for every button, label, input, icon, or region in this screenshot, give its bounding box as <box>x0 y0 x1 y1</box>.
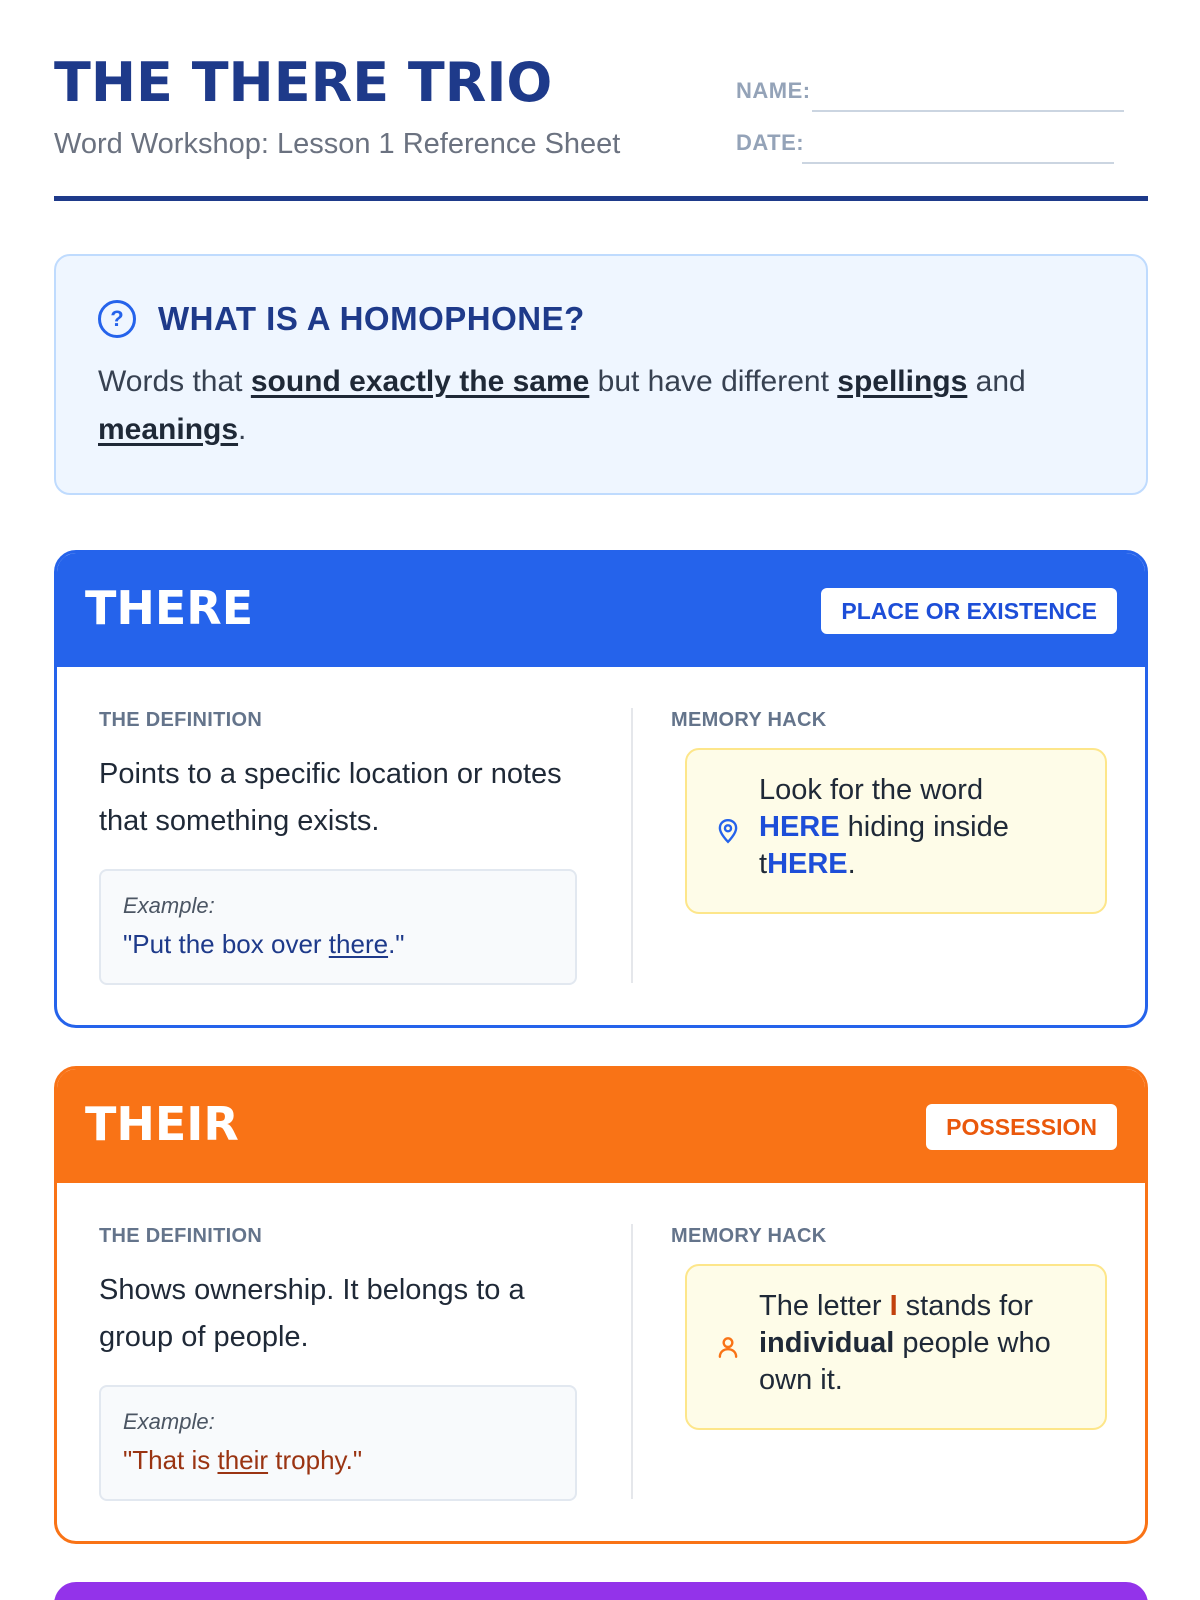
homophone-emphasis: spellings <box>837 365 968 398</box>
name-input-line[interactable] <box>812 110 1124 112</box>
hack-highlight: HERE <box>767 848 848 880</box>
hack-text-part: hiding inside <box>839 811 1009 843</box>
card-there <box>54 550 1148 1028</box>
definition-text: Points to a specific location or notes that something exists. <box>99 758 562 837</box>
hack-emphasis: individual <box>759 1327 895 1359</box>
memory-hack-box <box>685 1264 1107 1430</box>
example-label: Example: <box>123 1409 215 1434</box>
example-highlight: their <box>217 1445 269 1475</box>
hack-highlight: I <box>889 1290 898 1322</box>
homophone-text <box>98 358 1108 454</box>
page-title: THE THERE TRIO <box>54 51 553 114</box>
card-their <box>54 1066 1148 1544</box>
hack-highlight: HERE <box>759 811 840 843</box>
name-field <box>736 78 811 104</box>
page-subtitle: Word Workshop: Lesson 1 Reference Sheet <box>54 128 621 160</box>
memory-hack-label: MEMORY HACK <box>671 709 827 731</box>
example-text-part: "Put the box over <box>123 929 329 959</box>
category-badge: POSSESSION <box>926 1104 1117 1150</box>
example-highlight: there <box>328 929 389 959</box>
card-header <box>57 1069 1145 1183</box>
definition-label: THE DEFINITION <box>99 709 263 731</box>
page-header <box>54 50 1148 201</box>
question-icon: ? <box>98 300 136 338</box>
example-text-part: ." <box>388 929 405 959</box>
homophone-text-part: . <box>238 413 247 446</box>
example-sentence <box>123 929 405 960</box>
location-pin-icon <box>715 818 741 844</box>
hack-text-part: Look for the word <box>759 774 984 806</box>
card-word: THEIR <box>85 1097 239 1151</box>
card-word: THERE <box>85 581 254 635</box>
definition-text: Shows ownership. It belongs to a group of people. <box>99 1274 525 1353</box>
memory-hack-label: MEMORY HACK <box>671 1225 827 1247</box>
column-divider <box>631 708 633 983</box>
date-field <box>736 130 804 156</box>
column-divider <box>631 1224 633 1499</box>
homophone-text-part: Words that <box>98 365 251 398</box>
hack-text-part: The letter <box>759 1290 890 1322</box>
homophone-definition-box <box>54 254 1148 495</box>
example-sentence <box>123 1445 362 1476</box>
person-icon <box>715 1334 741 1360</box>
homophone-heading <box>98 300 585 338</box>
category-badge: PLACE OR EXISTENCE <box>821 588 1117 634</box>
date-label: DATE: <box>736 130 805 155</box>
hack-text-part: stands for <box>897 1290 1034 1322</box>
name-label: NAME: <box>736 78 811 103</box>
homophone-emphasis: meanings <box>98 413 239 446</box>
example-label: Example: <box>123 893 215 918</box>
example-box <box>99 869 577 985</box>
example-text-part: "That is <box>123 1445 218 1475</box>
hack-text-part: . <box>847 848 856 880</box>
date-input-line[interactable] <box>802 162 1114 164</box>
example-text-part: trophy." <box>268 1445 363 1475</box>
homophone-text-part: and <box>967 365 1026 398</box>
hack-text-part: people who own it. <box>759 1327 1051 1396</box>
definition-label: THE DEFINITION <box>99 1225 263 1247</box>
hack-text-part: t <box>759 848 768 880</box>
homophone-emphasis: sound exactly the same <box>250 365 590 398</box>
card-header <box>57 553 1145 667</box>
homophone-text-part: but have different <box>589 365 838 398</box>
homophone-title: WHAT IS A HOMOPHONE? <box>158 300 585 337</box>
next-card-header <box>54 1582 1148 1600</box>
memory-hack-text <box>759 772 1099 883</box>
memory-hack-text <box>759 1288 1099 1399</box>
example-box <box>99 1385 577 1501</box>
memory-hack-box <box>685 748 1107 914</box>
